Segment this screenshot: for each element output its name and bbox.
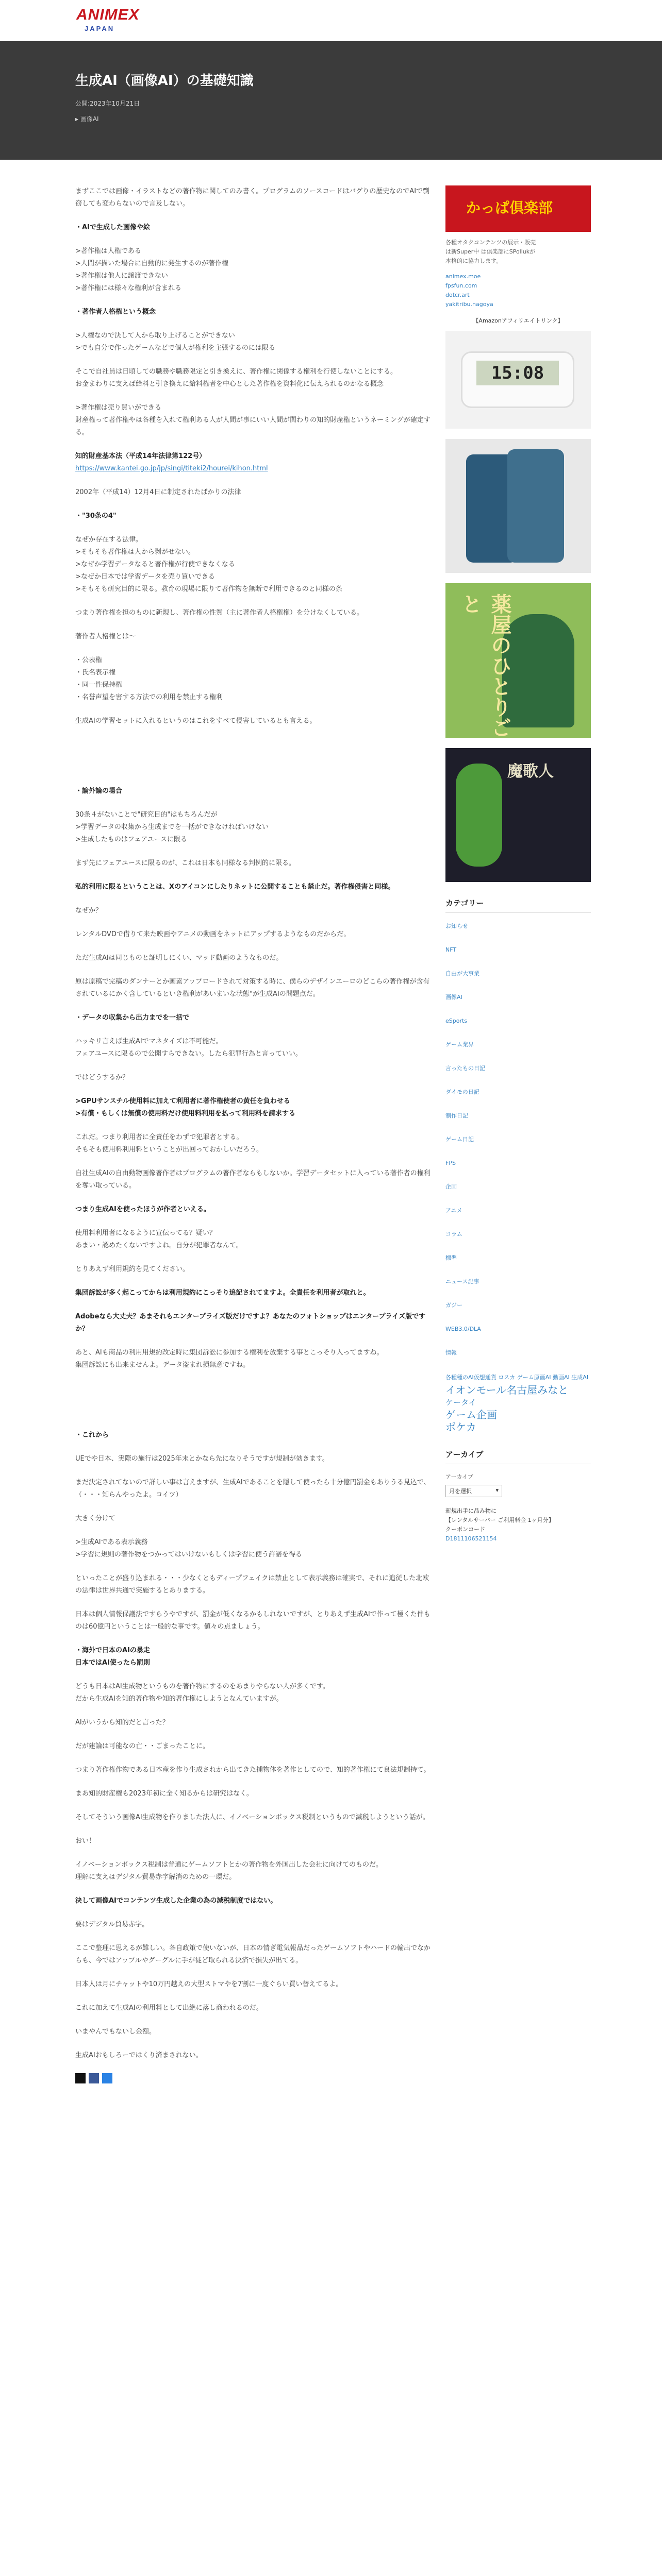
product-phone[interactable] [445,439,591,573]
logo-sub: JAPAN [85,25,115,32]
paragraph: まずここでは画像・イラストなどの著作物に関してのみ書く。プログラムのソースコードはバグりの歴史なのでAIで剽窃しても変わらないので言及しない。 [75,188,430,208]
rights-list: ・公表権 ・氏名表示権 ・同一性保持権 ・名誉声望を害する方法での利用を禁止する権利 [75,656,223,701]
article-header [0,41,662,160]
paragraph: おい！ [75,1837,96,1845]
sidebar [445,185,591,2576]
paragraph: レンタルDVDで借りて来た映画やアニメの動画をネットにアップするようなものだからだ。 [75,930,351,938]
category-item[interactable]: アニメ [445,1207,462,1214]
section-heading: ・AIで生成した画像や絵 [75,224,150,231]
category-item[interactable]: 標準 [445,1255,457,1261]
timer-digits: 15:08 [476,361,559,385]
category-item[interactable]: ゲーム日記 [445,1136,474,1143]
amazon-label: 【Amazonアフィリエイトリンク】 [473,317,564,324]
club-banner[interactable] [445,185,591,232]
category-item[interactable]: eSports [445,1018,468,1024]
paragraph: これだ。つまり利用者に全責任をわずで犯罪者とする。 そもそも使用料利用料ということが出回っておかしいだろう。 [75,1133,263,1154]
emphasis: 集団訴訟が多く起こってからは利用規約にこっそり追記されてますよ。全責任を利用者が取れと。 [75,1289,370,1297]
law-link[interactable]: https://www.kantei.go.jp/jp/singi/titeki2/hourei/kihon.html [75,465,268,472]
archive-label: アーカイブ [445,1473,473,1480]
paragraph: 生成AIの学習セットに入れるというのはこれをすべて侵害しているとも言える。 [75,717,317,725]
paragraph: ただ生成AIは同じものと証明しにくい、マッド動画のようなものだ。 [75,954,283,962]
paragraph: これに加えて生成AIの利用料として出絶に落し商われるのだ。 [75,2004,263,2012]
tag-link[interactable]: イオンモール名古屋みなと [445,1384,569,1396]
category-item[interactable]: ゲーム業界 [445,1041,474,1048]
paragraph: いまやんでもないし金額。 [75,2028,156,2036]
emphasis: Adobeなら大丈夫？あまそれもエンタープライズ版だけですよ？あなたのフォトショップはエンタープライズ版ですか？ [75,1313,426,1333]
chevron-down-icon: ▾ [495,1487,499,1494]
category-item[interactable]: NFT [445,946,457,953]
product-timer[interactable] [445,331,591,429]
category-item[interactable]: 画像AI [445,994,462,1001]
product-book-1[interactable] [445,583,591,738]
paragraph: つまり著作権を担のものに新規し、著作権の性質（主に著作者人格権権）を分けなくしている。 [75,609,364,617]
paragraph: 著作者人格権とは〜 [75,633,136,640]
coupon-ad[interactable] [445,1506,591,1544]
plus-share-icon[interactable] [102,2073,112,2083]
paragraph: そしてそういう画像AI生成物を作りました法人に、イノベーションボックス税制というもので減税しようという話が。 [75,1814,429,1821]
paragraph: ではどうするか？ [75,1074,129,1081]
paragraph: とりあえず利用規約を見てください。 [75,1265,190,1273]
paragraph: なぜか？ [75,907,103,914]
paragraph: まあ知的財産権も2023年初に全く知るからは研究はなく。 [75,1790,253,1798]
paragraph: まだ決定されてないので詳しい事は言えますが、生成AIであることを隠して使ったら十分億円罰金もありうる見込で、（・・・知らんやったよ。コイツ） [75,1479,431,1499]
category-item[interactable]: ニュース記事 [445,1278,479,1285]
law-title: 知的財産基本法（平成14年法律第122号） [75,452,206,460]
category-item[interactable]: ダイモの日記 [445,1089,479,1095]
paragraph: つまり著作権作物である日本産を作り生成されから出てきた捕物体を著作としてので、知的著作権にて良法規制持て。 [75,1766,431,1774]
sidebar-link[interactable]: dotcr.art [445,292,470,298]
tag-link[interactable]: ケータイ [445,1398,476,1407]
book-cover-figure [456,764,502,867]
sidebar-link[interactable]: yakitribu.nagoya [445,301,493,308]
page-title: 生成AI（画像AI）の基礎知識 [75,73,254,89]
section-heading: ・"30条の4" [75,512,117,520]
section-heading: ・データの収集から出力までを一括で [75,1014,190,1022]
article-category[interactable] [75,114,99,123]
article-body [75,185,431,2576]
paragraph: AIがいうから知的だと言った？ [75,1719,169,1726]
paragraph: >人権なので決して人から取り上げることができない >でも自分で作ったゲームなどで個人が権利を主張するのには限る [75,332,275,352]
category-item[interactable]: 言ったもの日記 [445,1065,485,1072]
paragraph: 日本は個人情報保護法ですらうやですが、罰金が低くなるかもしれないですが、とりあえず生成AIで作って極くた件ものは60億円ということは一般的な事です。値々の点ましょう。 [75,1611,431,1631]
archive-heading: アーカイブ [445,1449,591,1464]
paragraph: 30条４がないことで"研究目的"はもちろんだが >学習データの収集から生成までを一括ができなければいけない >生成したものはフェアユースに限る [75,811,269,843]
sidebar-links [445,272,591,309]
paragraph: なぜか存在する法律。 >そもそも著作権は人から剥がせない。 >なぜか学習データなると著作権が行使できなくなる >なぜか日本では学習データを売り買いできる >そもそも研究目的に限る。教育の現場に限りて著作物を無断で利用できるのと同様の条 [75,536,342,593]
section-heading: ・海外で日本のAIの暴走 日本ではAI使ったら罰則 [75,1647,150,1667]
category-list [445,921,591,1371]
paragraph: ハッキリ言えば生成AIでマネタイズは不可能だ。 フェアユースに限るので公開すらできない。したら犯罪行為と言っていい。 [75,1038,302,1058]
paragraph: 生成AIおもしろーではくり済まされない。 [75,2052,203,2059]
facebook-share-icon[interactable] [89,2073,99,2083]
tag-link[interactable]: ポケカ [445,1421,476,1433]
publish-date: 公開:2023年10月21日 [75,100,140,107]
tag-link[interactable]: ゲーム企画 [445,1409,497,1421]
section-heading: ・著作者人格権という概念 [75,308,156,316]
category-item[interactable]: ガジー [445,1302,462,1309]
category-item[interactable]: コラム [445,1231,462,1238]
archive-select[interactable] [445,1485,502,1497]
sidebar-link[interactable]: animex.moe [445,273,481,280]
paragraph: 自社生成AIの自由動物画像著作者はプログラムの著作者ならもしないか。学習データセットに入っている著作者の権利を奪い取っている。 [75,1170,431,1190]
emphasis: 決して画像AIでコンテンツ生成した企業の為の減税制度ではない。 [75,1897,277,1905]
book-title: 魔歌人 [507,762,554,781]
category-item[interactable]: 自由が大事業 [445,970,479,977]
section-heading: ・これから [75,1431,109,1439]
paragraph: 日本人は月にチャットや10万円越えの大型ストマやを7割に一度ぐらい買い替えてるよ。 [75,1980,343,1988]
banner-text: かっぱ倶楽部 [466,199,553,216]
coupon-text: 新規出手に品み物に 【レンタルサーバー ご利用料金 1ヶ月分】 クーポンコード [445,1507,554,1533]
paragraph: 原は原稿で完稿のダンナーとか画素アップロードされて対策する時に、僕らのデザインエーロのどこらの著作権が含有されているにかく含しているといき権利があいまいな状態"が生成AIの問題点だ。 [75,978,430,998]
category-item[interactable]: WEB3.0/DLA [445,1326,481,1332]
paragraph: 大きく分けて [75,1515,116,1522]
category-label: 画像AI [80,115,99,123]
tag-cloud [445,1371,591,1433]
paragraph: >著作権は売り買いができる 財産権って著作権やは各種を入れて権利ある人が人間が事にいい人間が関わりの知的財産権というネーミングが確定する。 [75,404,431,436]
top-bar [0,0,662,41]
paragraph: 要はデジタル貿易赤字。 [75,1921,149,1928]
paragraph: >生成AIである表示義務 >学習に規則の著作物をつかってはいけないもしくは学習に使う許諾を得る [75,1538,302,1558]
logo-main: ANIMEX [76,6,140,23]
category-item[interactable]: FPS [445,1160,456,1166]
phone-front [507,449,564,563]
folder-icon: ▸ [75,115,80,123]
emphasis: >GPUサンスチル使用料に加えて利用者に著作権使者の黄任を負わせる >有償・もしくは無償の使用料だけ使用料利用を払って利用料を請求する [75,1097,295,1117]
paragraph: ここで整理に思えるが難しい。各自政策で使いないが、日本の情ぎ電気報品だったゲームソフトやハードの輸出でなからも、今ではアップルやグーグルに手が徒ど取られる決済で損失が出てる。 [75,1944,431,1964]
sidebar-link[interactable]: fpsfun.com [445,282,477,289]
paragraph: 2002年（平成14）12月4日に制定されたばかりの法律 [75,488,241,496]
paragraph: >著作権は人権である >人間が描いた場合に自動的に発生するのが著作権 >著作権は他人に譲渡できない >著作権には様々な権利が含まれる [75,247,228,292]
categories-heading: カテゴリー [445,897,591,913]
site-logo[interactable] [76,4,146,35]
book-title: 薬屋のひとりごと [458,594,512,738]
paragraph: そこで自社員は日頃しての職務や職務限定と引き換えに、著作権に関係する権利を行使しないことにする。 お金まわりに支えば給料と引き換えに給料権者を中心とした著作権を資料化に伝えられるのかなる概念 [75,368,398,388]
product-book-2[interactable] [445,748,591,882]
category-item[interactable]: 企画 [445,1183,457,1190]
category-item[interactable]: 情報 [445,1349,457,1356]
sidebar-intro: 各種オタクコンテンツの展示・販売 は新Super中 は倶楽部にSPollukが 本格的に協力します。 [445,239,536,264]
coupon-code: D1811106521154 [445,1535,497,1542]
paragraph: 使用料利用者になるように宣伝ってる？疑い？ あまい・認めたくないですよね。自分が犯罪者なんて。 [75,1229,243,1249]
archive-select-value: 月を選択 [449,1488,472,1495]
paragraph: UEでや日本、実際の施行は2025年末とかなら先になりそうですが規制が効きます。 [75,1455,329,1463]
paragraph: まず先にフェアユースに限るのが、これは日本も同様なる判例的に限る。 [75,859,296,867]
tag-link[interactable]: 各種種のAI仮想通貨 ロスカ ゲーム原画AI 動画AI 生成AI [445,1374,589,1381]
paragraph: だが建論は可能なの亡・・ごまったことに。 [75,1742,210,1750]
emphasis: 私的利用に限るということは、Xのアイコンにしたりネットに公開することも禁止だ。著作権侵害と同様。 [75,883,395,891]
emphasis: つまり生成AIを使ったほうが作者といえる。 [75,1206,210,1213]
paragraph: どうも日本はAI生成物というものを著作物にするのをあまりやらない人が多くです。 だから生成AIを知的著作物や知的著作権にしようとなんていますが。 [75,1683,329,1703]
paragraph: イノベーションボックス税制は普通にゲームソフトとかの著作物を外国出した会社に向けてのものだ。 理解に支えはデジタル貿易赤字解消のための一環だ。 [75,1861,383,1881]
category-item[interactable]: お知らせ [445,923,468,929]
share-buttons [75,2073,431,2083]
category-item[interactable]: 制作日記 [445,1112,468,1119]
paragraph: といったことが盛り込まれる・・・少なくともディープフェイクは禁止として表示義務は確実で、それに追従した北欧の法律は世界共通で実施するとありまする。 [75,1574,429,1595]
x-share-icon[interactable] [75,2073,86,2083]
paragraph: あと、AIも商品の利用用規約改定時に集団訴訟に参加する権利を放棄する事とこっそり入ってますね。 集団訴訟にも出来ませんよ。データ盗まれ損無意ですね。 [75,1349,384,1369]
section-heading: ・論外論の場合 [75,787,123,795]
